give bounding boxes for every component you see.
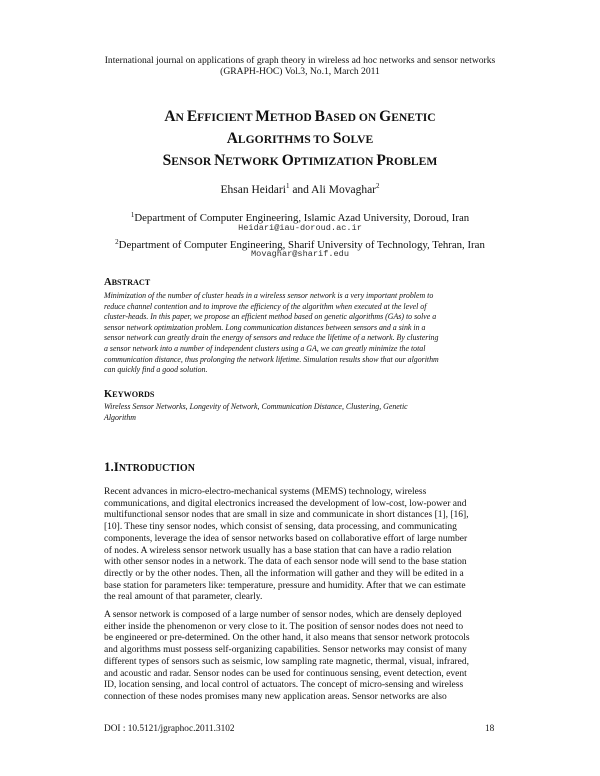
title-line: AN EFFICIENT METHOD BASED ON GENETIC xyxy=(164,108,436,125)
abstract-line: communication distance, thus prolonging the network lifetime. Simulation results show that our algorithm xyxy=(104,354,439,364)
text-line: [10]. These tiny sensor nodes, which consist of sensing, data processing, and communicating xyxy=(104,522,457,533)
text-line: and algorithms must possess self-organizing capabilities. Sensor networks may consist of many xyxy=(104,645,467,656)
author-email[interactable]: Heidari@iau-doroud.ac.ir xyxy=(238,223,362,233)
text-line: Recent advances in micro-electro-mechanical systems (MEMS) technology, wireless xyxy=(104,487,427,497)
journal-header-line: (GRAPH-HOC) Vol.3, No.1, March 2011 xyxy=(220,66,380,77)
text-line: A sensor network is composed of a large number of sensor nodes, which are densely deployed xyxy=(104,610,462,620)
text-line: of nodes. A wireless sensor network usually has a base station that can have a radio relation xyxy=(104,545,452,556)
affiliation-mark: 1 xyxy=(130,211,135,219)
affiliation-text: Department of Computer Engineering, Sharif University of Technology, Tehran, Iran xyxy=(118,239,485,251)
text-line: be engineered or pre-determined. On the other hand, it also means that sensor network protocols xyxy=(104,633,470,644)
author-affiliation-mark: 2 xyxy=(376,182,380,190)
journal-header-line: International journal on applications of graph theory in wireless ad hoc networks and sensor networks xyxy=(104,55,496,66)
paper-title xyxy=(0,106,600,172)
text-line: connection of these nodes promises many new application areas. Sensor networks are also xyxy=(104,691,447,702)
section-heading-introduction: 1.INTRODUCTION xyxy=(104,459,195,474)
text-line: either inside the phenomenon or very close to it. The position of sensor nodes does not need to xyxy=(104,621,464,632)
text-line: components, leverage the idea of sensor networks based on collaborative effort of large number xyxy=(104,533,468,544)
abstract-line: sensor network can greatly drain the energy of sensors and reduce the lifetime of a network. By clustering xyxy=(104,333,439,343)
abstract-line: cluster-heads. In this paper, we propose an efficient method based on genetic algorithms (GAs) to solve a xyxy=(104,312,437,322)
intro-paragraph xyxy=(104,487,496,604)
affiliation-text: Department of Computer Engineering, Islamic Azad University, Doroud, Iran xyxy=(134,212,470,224)
author-name: Ali Movaghar xyxy=(311,184,377,196)
page-number: 18 xyxy=(485,724,495,734)
text-line: directly or by the other nodes. Then, all the information will gather and they will be edited in a xyxy=(104,568,464,579)
author-conjunction: and xyxy=(289,184,312,196)
journal-header xyxy=(0,55,600,77)
affiliation-mark: 2 xyxy=(115,238,119,246)
abstract-body xyxy=(104,291,496,376)
author-name: Ehsan Heidari xyxy=(220,184,286,196)
title-line: ALGORITHMS TO SOLVE xyxy=(226,130,374,147)
keywords-line: Wireless Sensor Networks, Longevity of Network, Communication Distance, Clustering, Genetic xyxy=(104,402,408,411)
author-list xyxy=(0,182,600,196)
text-line: different types of sensors such as seismic, low sampling rate magnetic, thermal, visual, infrared, xyxy=(104,656,469,667)
abstract-heading: ABSTRACT xyxy=(104,277,151,288)
intro-paragraph xyxy=(104,610,496,704)
keywords-body xyxy=(104,402,496,423)
text-line: and acoustic and radar. Sensor nodes can be used for continuous sensing, event detection, event xyxy=(104,668,467,679)
keywords-heading: KEYWORDS xyxy=(104,389,155,400)
abstract-line: Minimization of the number of cluster heads in a wireless sensor network is a very important problem to xyxy=(104,291,434,300)
keywords-line: Algorithm xyxy=(104,412,137,422)
text-line: multifunctional sensor nodes that are small in size and communicate in short distances [1], [16], xyxy=(104,510,469,521)
text-line: ID, location sensing, and local control of actuators. The concept of micro-sensing and wireless xyxy=(104,680,464,691)
abstract-line: reduce channel contention and to improve the efficiency of the algorithm when executed at the level of xyxy=(104,301,427,311)
author-affiliation-mark: 1 xyxy=(285,182,290,190)
text-line: base station for parameters like: temperature, pressure and humidity. After that we can estimate xyxy=(104,580,466,591)
doi-footer[interactable]: DOI : 10.5121/jgraphoc.2011.3102 xyxy=(104,724,235,734)
abstract-line: can quickly find a good solution. xyxy=(104,365,208,375)
text-line: with other sensor nodes in a network. The data of each sensor node will send to the base station xyxy=(104,557,467,568)
text-line: the real amount of that parameter, clearly. xyxy=(104,592,263,603)
author-email[interactable]: Movaghar@sharif.edu xyxy=(251,249,349,259)
abstract-line: sensor network optimization problem. Long communication distances between sensors and a sink in a xyxy=(104,322,426,332)
abstract-line: a sensor network into a number of independent clusters using a GA, we can greatly minimize the total xyxy=(104,343,426,353)
text-line: communications, and digital electronics increased the development of low-cost, low-power and xyxy=(104,498,467,509)
title-line: SENSOR NETWORK OPTIMIZATION PROBLEM xyxy=(162,152,438,169)
